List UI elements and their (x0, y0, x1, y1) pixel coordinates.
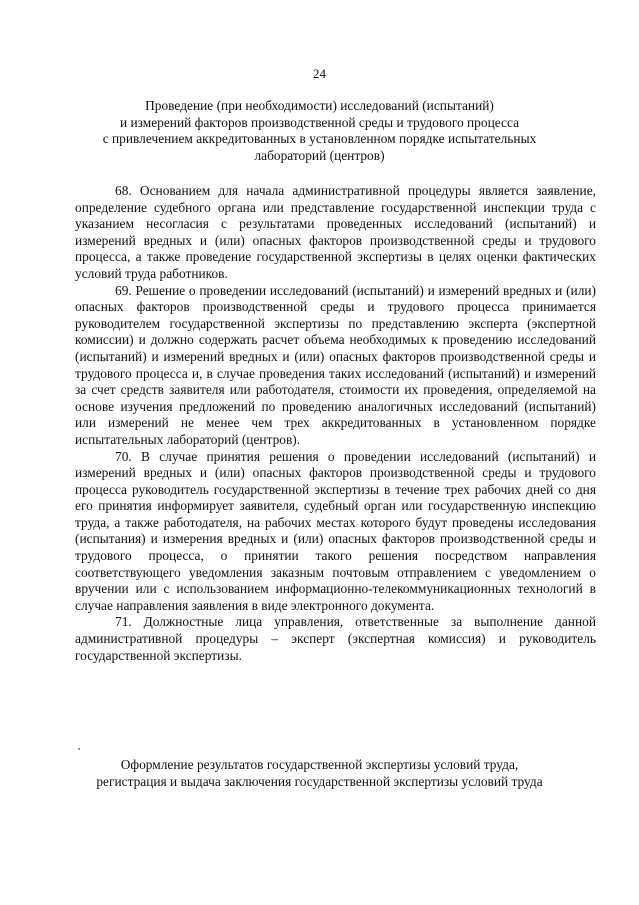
section-heading-results (50, 757, 589, 790)
section-heading-line: Оформление результатов государственной экспертизы условий труда, (120, 757, 519, 772)
paragraph-71: 71. Должностные лица управления, ответственные за выполнение данной административной процедуры – эксперт (экспертная комиссия) и руководитель государственной экспертизы. (75, 614, 596, 663)
paragraph-69: 69. Решение о проведении исследований (испытаний) и измерений вредных и (или) опасных факторов производственной среды и трудового процесса принимается руководителем государственной экспертизы по представлению эксперта (экспертной комиссии) и должно содержать расчет объема необходимых к проведению исследований (испытаний) и измерений вредных и (или) опасных факторов производственной среды и трудового процесса и, в случае проведения таких исследований (испытаний) и измерений за счет средств заявителя или работодателя, стоимости их проведения, определяемой на основе изучения предложений по проведению аналогичных исследований (испытаний) или измерений не менее чем трех аккредитованных в установленном порядке испытательных лабораторий (центров). (75, 282, 596, 447)
section-heading-line: лабораторий (центров) (254, 147, 385, 163)
paragraph-68: 68. Основанием для начала административной процедуры является заявление, определение судебного органа или представление государственной инспекции труда с указанием несогласия с результатами проведенных исследований (испытаний) и измерений вредных и (или) опасных факторов производственной среды и трудового процесса, а также проведение государственной экспертизы в целях оценки фактических условий труда работников. (75, 183, 596, 281)
page-number: 24 (313, 66, 326, 81)
section-heading-line: регистрация и выдача заключения государственной экспертизы условий труда (96, 773, 543, 789)
section-heading-line: и измерений факторов производственной среды и трудового процесса (119, 114, 520, 130)
body-text (75, 183, 596, 664)
section-heading-testing (60, 98, 579, 164)
paragraph-70: 70. В случае принятия решения о проведении исследований (испытаний) и измерений вредных и (или) опасных факторов производственной среды и трудового процесса руководитель государственной экспертизы в течение трех рабочих дней со дня его принятия информирует заявителя, судебный орган или государственную инспекцию труда, а также работодателя, на рабочих местах которого будут проведены исследования (испытания) и измерения вредных и (или) опасных факторов производственной среды и трудового процесса, о принятии такого решения посредством направления соответствующего уведомления заказным почтовым отправлением с уведомлением о вручении или с использованием информационно-телекоммуникационных технологий в случае направления заявления в виде электронного документа. (75, 448, 596, 613)
section-heading-line: Проведение (при необходимости) исследований (испытаний) (145, 98, 494, 113)
scan-speck (78, 748, 80, 750)
section-heading-line: с привлечением аккредитованных в установленном порядке испытательных (102, 131, 537, 147)
